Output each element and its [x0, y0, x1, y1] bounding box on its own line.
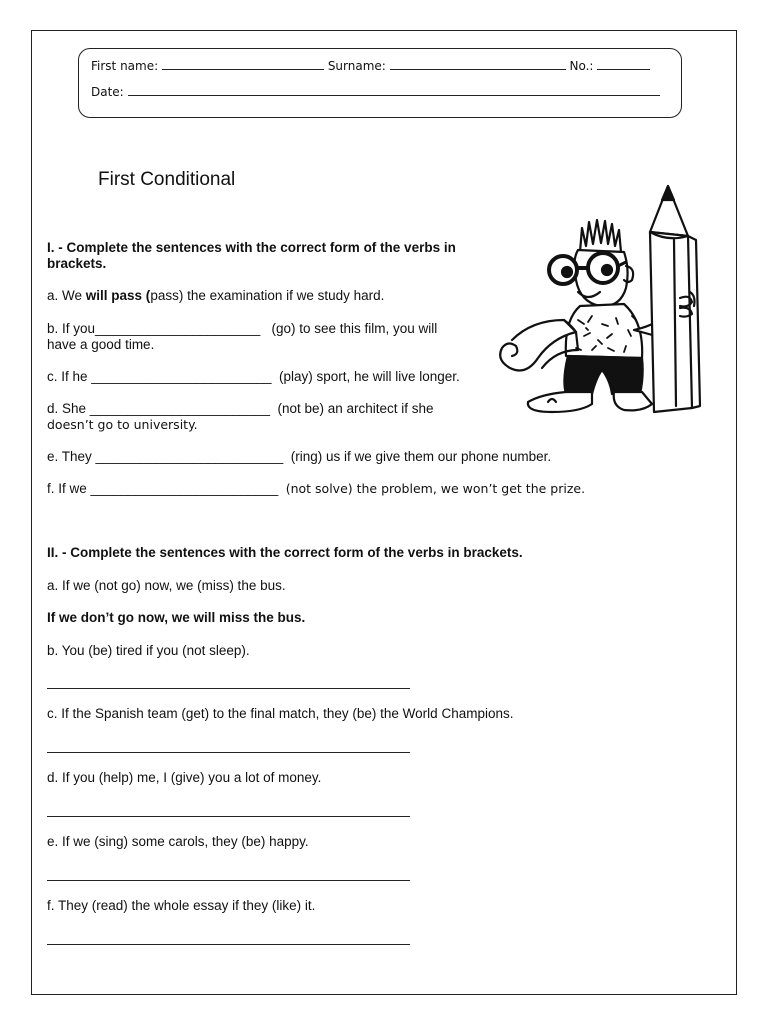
exercise1-item-f[interactable] [47, 481, 585, 497]
exercise1-item-c[interactable]: c. If he ________________________ (play) sport, he will live longer. [47, 369, 460, 384]
surname-field[interactable] [390, 58, 566, 70]
answer-line-d[interactable] [47, 816, 410, 817]
surname-label: Surname: [327, 59, 386, 73]
exercise2-item-a-answer: If we don’t go now, we will miss the bus. [47, 610, 306, 625]
student-info-box [78, 48, 682, 118]
date-row [91, 84, 660, 99]
exercise2-item-b: b. You (be) tired if you (not sleep). [47, 643, 250, 658]
cartoon-student-with-pencil-icon [492, 180, 704, 425]
answer-line-c[interactable] [47, 752, 410, 753]
item-a-answer: will pass ( [85, 288, 151, 303]
exercise2-item-d: d. If you (help) me, I (give) you a lot of money. [47, 770, 322, 785]
item-f-prefix: f. If we _________________________ [47, 481, 286, 496]
section1-instruction-line1: I. - Complete the sentences with the correct form of the verbs in [47, 240, 456, 255]
exercise2-item-e: e. If we (sing) some carols, they (be) happy. [47, 834, 309, 849]
exercise2-item-f: f. They (read) the whole essay if they (like) it. [47, 898, 316, 913]
page-title: First Conditional [98, 169, 236, 190]
exercise2-item-a: a. If we (not go) now, we (miss) the bus. [47, 578, 286, 593]
answer-line-e[interactable] [47, 880, 410, 881]
item-a-suffix: pass) the examination if we study hard. [150, 288, 385, 303]
exercise1-item-d-line2: doesn’t go to university. [47, 417, 198, 432]
item-a-prefix: a. We [47, 288, 86, 303]
number-label: No.: [569, 59, 594, 73]
name-row [91, 58, 650, 73]
item-f-suffix: (not solve) the problem, we won’t get the prize. [285, 481, 586, 496]
exercise1-item-e[interactable]: e. They _________________________ (ring) us if we give them our phone number. [47, 449, 552, 464]
section1-instruction-line2: brackets. [47, 256, 107, 271]
number-field[interactable] [597, 58, 650, 70]
section2-instruction: II. - Complete the sentences with the correct form of the verbs in brackets. [47, 545, 523, 560]
date-label: Date: [91, 85, 124, 99]
exercise1-item-b-line2: have a good time. [47, 337, 155, 352]
exercise1-item-a [47, 288, 384, 304]
first-name-label: First name: [91, 59, 159, 73]
exercise1-item-b-line1[interactable]: b. If you______________________ (go) to see this film, you will [47, 321, 438, 336]
date-field[interactable] [128, 84, 660, 96]
first-name-field[interactable] [162, 58, 324, 70]
exercise1-item-d-line1[interactable]: d. She ________________________ (not be) an architect if she [47, 401, 434, 416]
answer-line-f[interactable] [47, 944, 410, 945]
answer-line-b[interactable] [47, 688, 410, 689]
exercise2-item-c: c. If the Spanish team (get) to the final match, they (be) the World Champions. [47, 706, 514, 721]
